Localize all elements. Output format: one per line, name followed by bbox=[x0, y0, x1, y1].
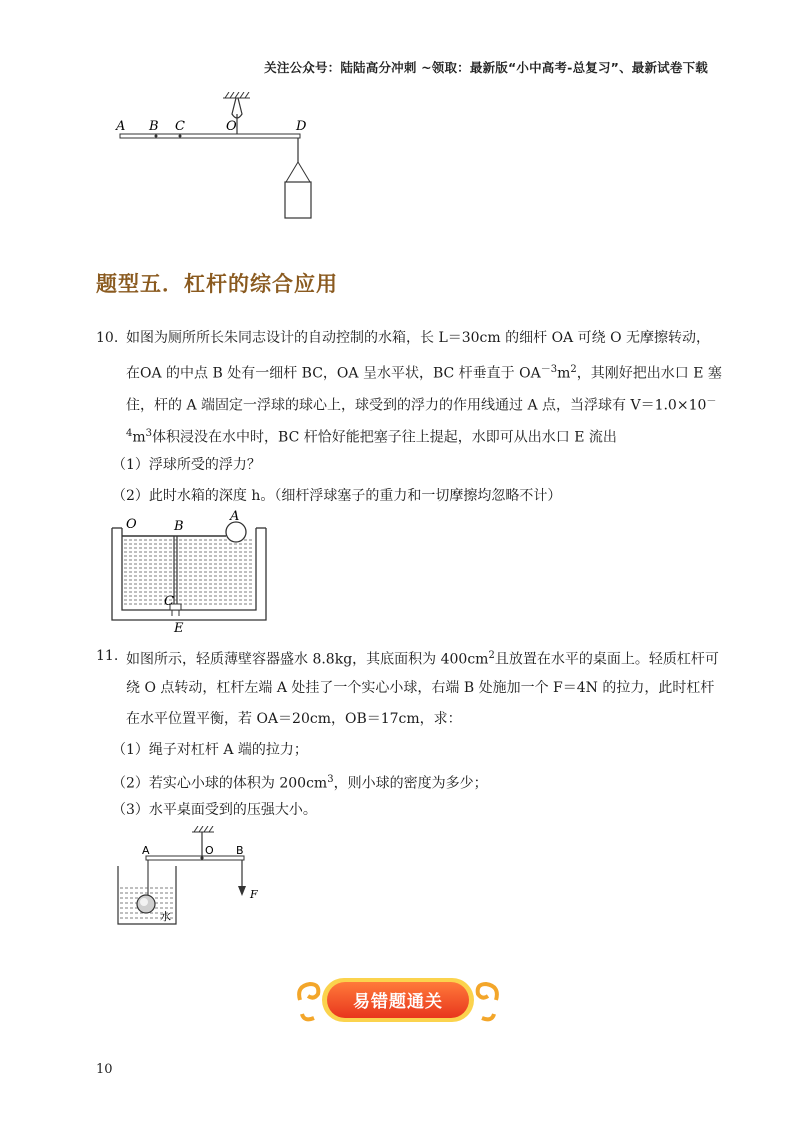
label-d: D bbox=[296, 119, 307, 134]
water-tank-diagram bbox=[108, 508, 278, 634]
float-ball bbox=[226, 522, 246, 542]
lever-ab bbox=[146, 856, 244, 860]
q10-number: 10. bbox=[96, 330, 119, 346]
lever-label-b: B bbox=[236, 844, 244, 857]
ceiling-hatch bbox=[223, 92, 250, 98]
lever-container-diagram bbox=[112, 826, 272, 930]
q10-line1: 如图为厕所所长朱同志设计的自动控制的水箱，长 L＝30cm 的细杆 OA 可绕 O 无摩擦转动， bbox=[126, 330, 710, 346]
section-title: 题型五．杠杆的综合应用 bbox=[96, 272, 338, 296]
tank-label-e: E bbox=[174, 621, 184, 634]
q10-part2: （2）此时水箱的深度 h。（细杆浮球塞子的重力和一切摩擦均忽略不计） bbox=[112, 488, 562, 504]
hanging-weight bbox=[285, 182, 311, 218]
lever-label-o: O bbox=[205, 844, 214, 857]
tank-label-o: O bbox=[126, 517, 137, 532]
tank-label-b: B bbox=[174, 519, 184, 534]
ceiling-hatch-2 bbox=[192, 826, 214, 832]
water-label: 水 bbox=[160, 910, 171, 923]
q11-line3: 在水平位置平衡，若 OA＝20cm，OB＝17cm，求： bbox=[126, 711, 462, 727]
error-prone-banner bbox=[296, 970, 500, 1030]
lever-bar bbox=[120, 134, 300, 138]
lever-label-a: A bbox=[142, 844, 150, 857]
label-o: O bbox=[226, 119, 237, 134]
q10-part1: （1）浮球所受的浮力？ bbox=[112, 457, 261, 473]
label-c: C bbox=[175, 119, 185, 134]
banner-text: 易错题通关 bbox=[353, 992, 443, 1012]
tank-outer-wall bbox=[112, 528, 266, 620]
q11-line2: 绕 O 点转动，杠杆左端 A 处挂了一个实心小球，右端 B 处施加一个 F＝4N 的拉力，此时杠杆 bbox=[126, 680, 715, 696]
force-arrow-icon bbox=[238, 886, 246, 896]
page-number: 10 bbox=[96, 1062, 113, 1077]
tank-label-c: C bbox=[164, 594, 174, 609]
lever-diagram-top bbox=[110, 92, 340, 222]
q10-line3: 住，杆的 A 端固定一浮球的球心上，球受到的浮力的作用线通过 A 点，当浮球有 V＝1.0×10－ bbox=[126, 396, 717, 414]
label-a: A bbox=[116, 119, 126, 134]
q10-line2: 在OA 的中点 B 处有一细杆 BC，OA 呈水平状，BC 杆垂直于 $OA^{-3}m^2$，其刚好把出水口 E 塞 bbox=[126, 364, 722, 382]
q11-part1: （1）绳子对杠杆 A 端的拉力； bbox=[112, 742, 308, 758]
tank-label-a: A bbox=[230, 509, 240, 524]
page-header: 关注公众号：陆陆高分冲刺 ~领取：最新版“小中高考-总复习”、最新试卷下载 bbox=[264, 60, 708, 75]
q11-part3: （3）水平桌面受到的压强大小。 bbox=[112, 802, 317, 818]
water-fill bbox=[124, 540, 254, 604]
q10-line4: $^4m^3$体积浸没在水中时，BC 杆恰好能把塞子往上提起，水即可从出水口 E 流出 bbox=[126, 428, 617, 446]
q11-number: 11. bbox=[96, 648, 119, 664]
q11-part2: （2）若实心小球的体积为 $200cm^3$，则小球的密度为多少； bbox=[112, 774, 488, 792]
q11-line1: 如图所示，轻质薄壁容器盛水 8.8kg，其底面积为 $400cm^2$且放置在水平的桌面上。轻质杠杆可 bbox=[126, 650, 719, 668]
lever-label-f: F bbox=[250, 888, 258, 901]
label-b: B bbox=[149, 119, 159, 134]
